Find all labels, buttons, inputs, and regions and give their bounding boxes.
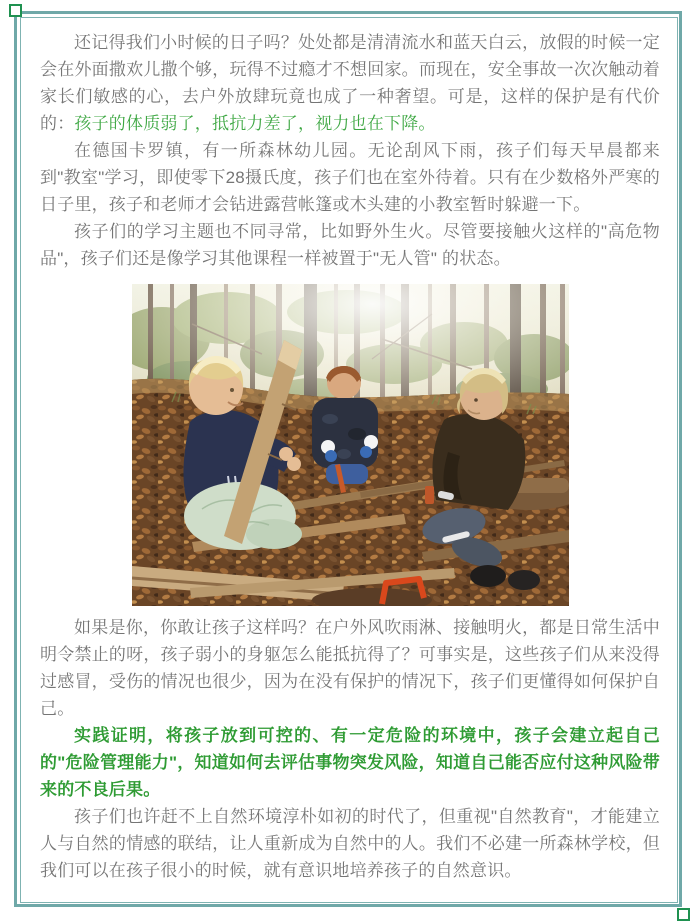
resize-handle-bottom-right[interactable] [677, 908, 690, 921]
resize-handle-top-left[interactable] [9, 4, 22, 17]
forest-children-photo [132, 284, 569, 606]
paragraph-intro-text: 还记得我们小时候的日子吗？处处都是清清流水和蓝天白云，放假的时候一定会在外面撒欢儿撒个够，玩得不过瘾才不想回家。而现在，安全事故一次次触动着家长们敏感的心，去户外放肆玩竟也成了一种奢望。可是，这样的保护是有代价的： [40, 33, 660, 133]
paragraph-closing: 孩子们也许赶不上自然环境淳朴如初的时代了，但重视"自然教育"，才能建立人与自然的情感的联结，让人重新成为自然中的人。我们不必建一所森林学校，但我们可以在孩子很小的时候，就有意识地培养孩子的自然意识。 [40, 807, 660, 880]
article-body [40, 29, 660, 884]
paragraph-learning-theme: 孩子们的学习主题也不同寻常，比如野外生火。尽管要接触火这样的"高危物品"，孩子们还是像学习其他课程一样被置于"无人管" 的状态。 [40, 222, 660, 268]
paragraph-intro [40, 29, 660, 137]
paragraph-conclusion-bold: 实践证明，将孩子放到可控的、有一定危险的环境中，孩子会建立起自己的"危险管理能力"，知道如何去评估事物突发风险，知道自己能否应付这种风险带来的不良后果。 [40, 726, 660, 799]
paragraph-question: 如果是你，你敢让孩子这样吗？在户外风吹雨淋、接触明火，都是日常生活中明令禁止的呀，孩子弱小的身躯怎么能抵抗得了？可事实是，这些孩子们从来没得过感冒，受伤的情况也很少，因为在没有保护的情况下，孩子们更懂得如何保护自己。 [40, 618, 660, 718]
paragraph-kindergarten: 在德国卡罗镇，有一所森林幼儿园。无论刮风下雨，孩子们每天早晨都来到"教室"学习，即使零下28摄氏度，孩子们也在室外待着。只有在少数格外严寒的日子里，孩子和老师才会钻进露营帐篷或木头建的小教室暂时躲避一下。 [40, 141, 660, 214]
paragraph-intro-highlight: 孩子的体质弱了，抵抗力差了，视力也在下降。 [74, 114, 436, 133]
